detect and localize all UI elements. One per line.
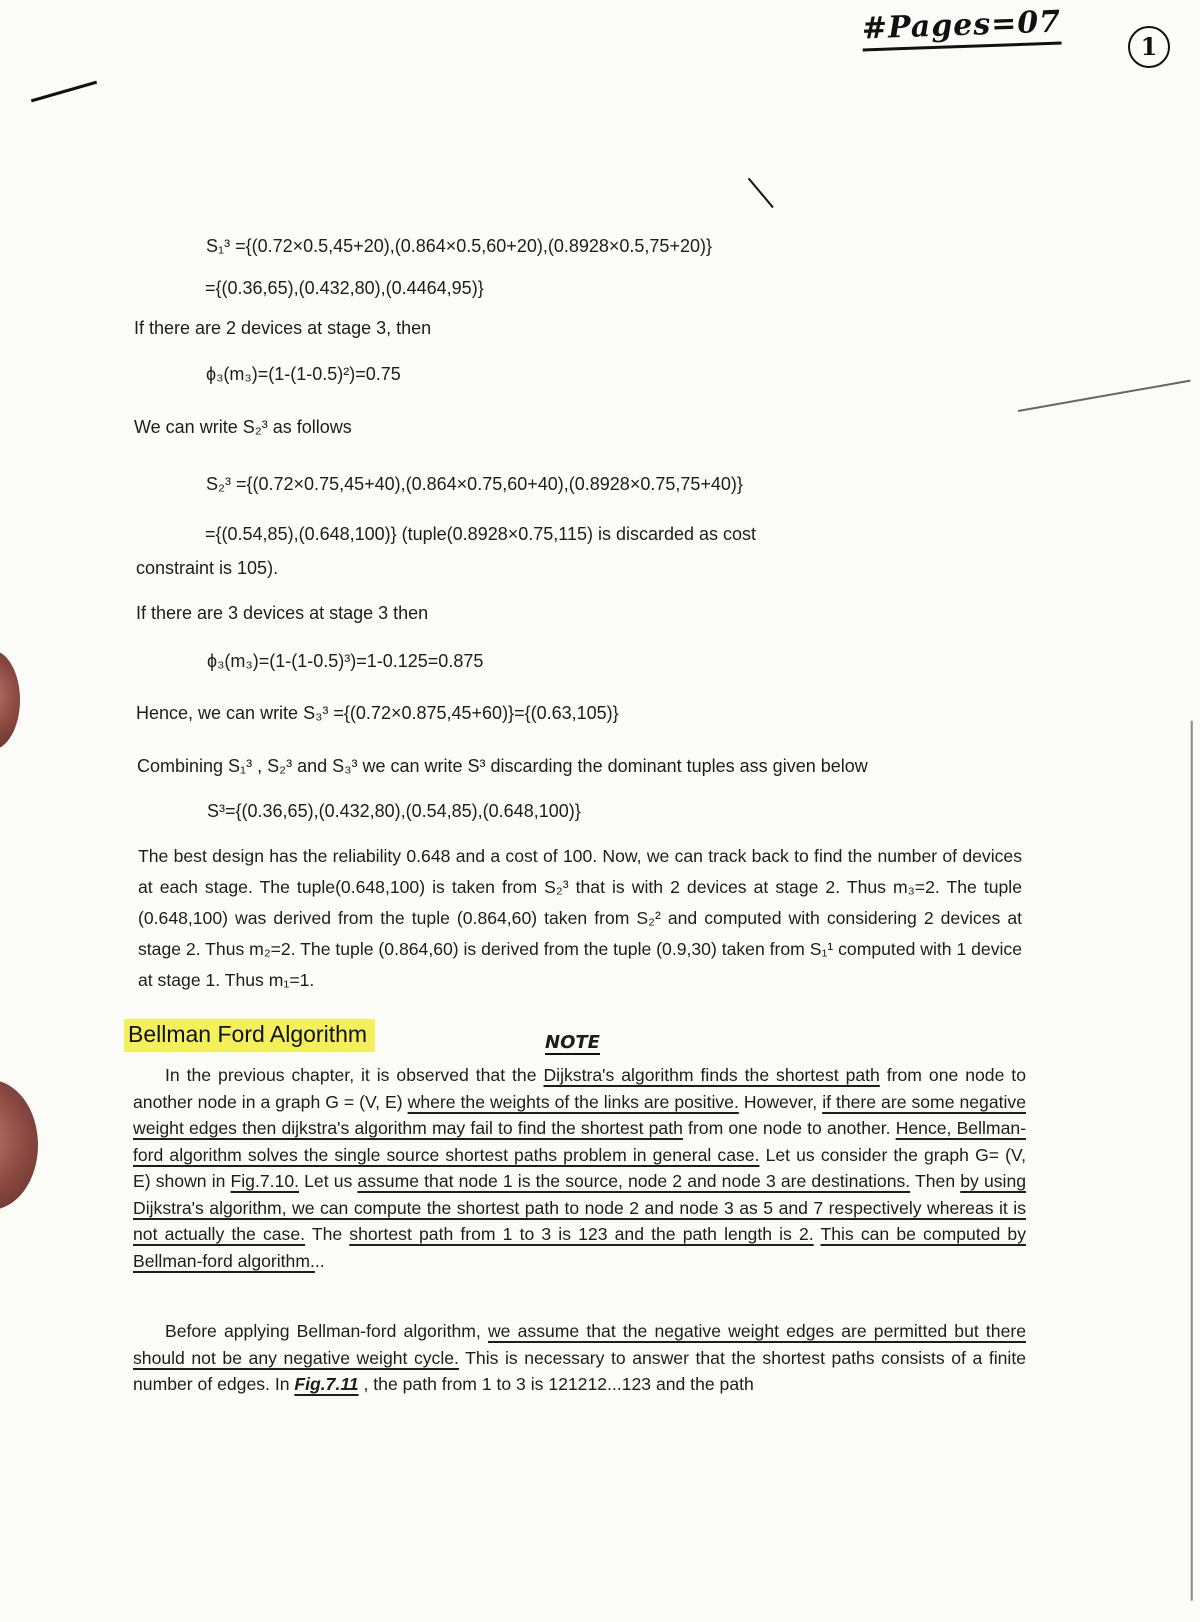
underlined-text: we assume that the negative weight edges are permitted but there should not be any negative weight cycle.: [133, 1321, 1026, 1368]
pen-stroke: [31, 81, 97, 103]
text-run: Then: [910, 1171, 961, 1191]
equation-phi-two: ϕ₃(m₃)=(1-(1-0.5)²)=0.75: [206, 364, 401, 384]
text-run: This is necessary to answer that the shortest paths consists of a finite number of edges. In: [133, 1347, 1026, 1394]
bellman-ford-assumption-paragraph: [133, 1318, 1026, 1398]
equation-s23-result: ={(0.54,85),(0.648,100)} (tuple(0.8928×0.75,115) is discarded as cost: [205, 524, 757, 544]
handwritten-note-label: NOTE: [545, 1032, 600, 1053]
text-if-three-devices: If there are 3 devices at stage 3 then: [136, 603, 429, 623]
section-heading: Bellman Ford Algorithm: [124, 1019, 375, 1052]
text-run: Before applying Bellman-ford algorithm,: [165, 1321, 488, 1341]
underlined-text: if there are some negative weight edges then dijkstra's algorithm may fail to find the shortest path: [133, 1091, 1027, 1138]
text-run: However,: [738, 1091, 823, 1112]
underlined-text: assume that node 1 is the source, node 2 and node 3 are destinations.: [357, 1171, 911, 1191]
finger-in-frame: [0, 1080, 38, 1210]
figure-reference: Fig.7.11: [294, 1374, 359, 1394]
text-we-can-write: We can write S₂³ as follows: [134, 417, 352, 437]
text-run: from one node to another node in a graph G = (V, E): [133, 1065, 1026, 1112]
text-run: Let us: [299, 1171, 358, 1191]
text-combining: Combining S₁³ , S₂³ and S₃³ we can write S³ discarding the dominant tuples ass given below: [137, 756, 868, 776]
underlined-text: Hence, Bellman-ford algorithm solves the single source shortest paths problem in general case.: [133, 1118, 1026, 1165]
best-design-paragraph: The best design has the reliability 0.648 and a cost of 100. Now, we can track back to find the number of devices at each stage. The tuple(0.648,100) is taken from S₂³ that is with 2 devices at stage 2. Thus m₃=2. The tuple (0.648,100) was derived from the tuple (0.864,60) taken from S₂² and computed with considering 2 devices at stage 2. Thus m₂=2. The tuple (0.864,60) is derived from the tuple (0.9,30) taken from S₁¹ computed with 1 device at stage 1. Thus m₁=1.: [138, 846, 1022, 990]
text-run: In the previous chapter, it is observed that the: [165, 1065, 544, 1085]
text-constraint: constraint is 105).: [136, 558, 279, 578]
stray-line: [1018, 380, 1191, 412]
underlined-text: by using Dijkstra's algorithm, we can compute the shortest path to node 2 and node 3 as 5 and 7 respectively whereas it is not actually the case.: [133, 1171, 1027, 1244]
text-run: Let us consider the graph G= (V, E) shown in: [133, 1144, 1026, 1191]
bellman-ford-intro-paragraph: [133, 1062, 1026, 1274]
text-hence: Hence, we can write S₃³ ={(0.72×0.875,45+60)}={(0.63,105)}: [136, 703, 619, 723]
underlined-text: where the weights of the links are positive.: [407, 1091, 739, 1112]
pages-count-note: #Pages=07: [861, 5, 1061, 52]
finger-in-frame: [0, 650, 20, 750]
equation-s13: S₁³ ={(0.72×0.5,45+20),(0.864×0.5,60+20),(0.8928×0.5,75+20)}: [206, 236, 712, 256]
equation-phi-three: ϕ₃(m₃)=(1-(1-0.5)³)=1-0.125=0.875: [207, 651, 484, 671]
figure-reference: Fig.7.10.: [230, 1171, 299, 1191]
underlined-text: Dijkstra's algorithm finds the shortest path: [543, 1065, 880, 1085]
equation-s13-result: ={(0.36,65),(0.432,80),(0.4464,95)}: [205, 278, 484, 298]
page-edge: [1191, 721, 1193, 1601]
underlined-text: shortest path from 1 to 3 is 123 and the path length is 2.: [349, 1224, 814, 1244]
underlined-text: This can be computed by Bellman-ford algorithm.: [133, 1224, 1026, 1271]
equation-s23: S₂³ ={(0.72×0.75,45+40),(0.864×0.75,60+40),(0.8928×0.75,75+40)}: [206, 474, 743, 494]
equation-s3: S³={(0.36,65),(0.432,80),(0.54,85),(0.648,100)}: [207, 801, 581, 821]
page-number: 1: [1128, 26, 1170, 68]
text-run: The: [305, 1224, 350, 1244]
text-run: , the path from 1 to 3 is 121212...123 and the path: [358, 1374, 754, 1394]
text-run: from one node to another.: [682, 1118, 896, 1138]
pen-stroke: [748, 178, 774, 208]
text-run: ..: [314, 1250, 325, 1271]
text-if-two-devices: If there are 2 devices at stage 3, then: [134, 318, 432, 338]
